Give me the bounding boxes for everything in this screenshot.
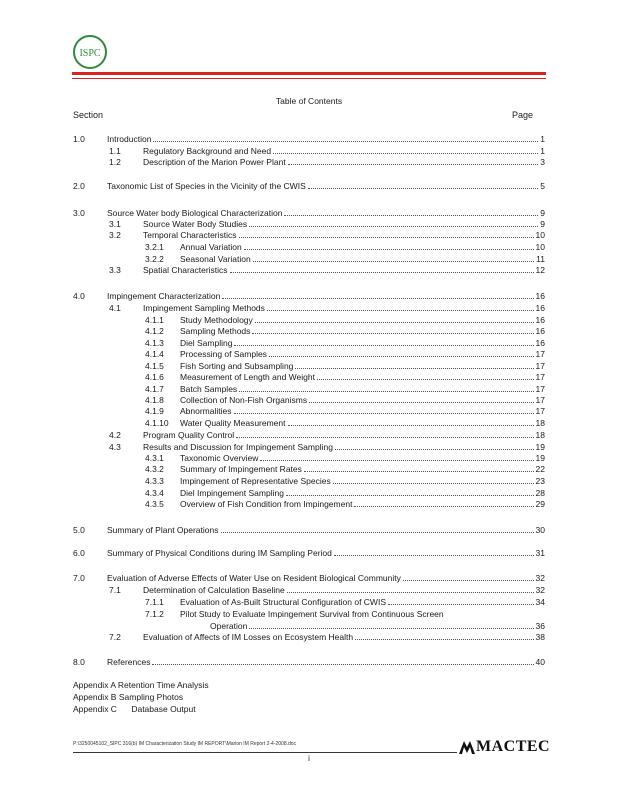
dot-leader <box>334 548 534 556</box>
toc-entry[interactable] <box>145 395 545 406</box>
toc-entry[interactable] <box>145 361 545 372</box>
toc-entry-number: 4.3.5 <box>145 499 164 509</box>
appendix-title: Database Output <box>131 704 196 714</box>
toc-entry-page: 9 <box>540 208 545 218</box>
toc-entry-title: Taxonomic List of Species in the Vicinity of the CWIS <box>107 181 306 191</box>
toc-entry-title: Fish Sorting and Subsampling <box>180 361 294 371</box>
footer-file-path: P:\3250045102_SIPC 316(b) IM Characterization Study IM REPORT\Marion IM Report 2-4-2008.doc <box>73 741 297 747</box>
sipc-logo <box>70 32 110 72</box>
toc-entry-number: 3.2.2 <box>145 254 164 264</box>
toc-entry[interactable] <box>145 338 545 349</box>
toc-entry-page: 19 <box>535 442 545 452</box>
toc-entry-page: 29 <box>535 499 545 509</box>
toc-entry-number: 1.1 <box>109 146 121 156</box>
toc-entry-title: Evaluation of Adverse Effects of Water Use on Resident Biological Community <box>107 573 401 583</box>
toc-entry[interactable] <box>73 573 545 584</box>
toc-entry-page: 17 <box>535 406 545 416</box>
toc-entry-number: 3.1 <box>109 219 121 229</box>
toc-entry-title: Impingement of Representative Species <box>180 476 331 486</box>
toc-entry-number: 4.1.7 <box>145 384 164 394</box>
dot-leader <box>244 242 534 250</box>
dot-leader <box>309 395 533 403</box>
toc-entry-title: Determination of Calculation Baseline <box>143 585 285 595</box>
toc-entry-title: References <box>107 657 151 667</box>
toc-entry[interactable] <box>145 384 545 395</box>
toc-entry-number: 4.3.2 <box>145 464 164 474</box>
dot-leader <box>288 418 534 426</box>
toc-entry[interactable] <box>145 406 545 417</box>
toc-entry-number: 2.0 <box>73 181 85 191</box>
toc-entry[interactable] <box>73 181 545 192</box>
dot-leader <box>335 442 534 450</box>
toc-entry-title: Taxonomic Overview <box>180 453 259 463</box>
toc-entry[interactable] <box>145 315 545 326</box>
toc-entry-title: Evaluation of Affects of IM Losses on Ecosystem Health <box>143 632 354 642</box>
toc-entry-page: 28 <box>535 488 545 498</box>
toc-entry[interactable] <box>73 291 545 302</box>
dot-leader <box>273 146 538 154</box>
dot-leader <box>355 632 533 640</box>
toc-entry-title: Summary of Plant Operations <box>107 525 219 535</box>
toc-entry[interactable] <box>109 585 545 596</box>
dot-leader <box>304 464 534 472</box>
toc-title: Table of Contents <box>275 96 343 106</box>
toc-entry[interactable] <box>145 242 545 253</box>
toc-entry-page: 22 <box>535 464 545 474</box>
appendix-b[interactable] <box>73 692 183 702</box>
toc-entry-page: 30 <box>535 525 545 535</box>
toc-entry-page: 1 <box>540 134 545 144</box>
logo-text: ISPC <box>79 48 101 59</box>
dot-leader <box>295 361 533 369</box>
toc-entry-page: 12 <box>535 265 545 275</box>
toc-entry[interactable] <box>109 219 545 230</box>
dot-leader <box>249 621 533 629</box>
toc-entry-page: 11 <box>536 254 545 264</box>
toc-entry-number: 1.2 <box>109 157 121 167</box>
toc-entry-page: 3 <box>540 157 545 167</box>
toc-entry[interactable] <box>109 146 545 157</box>
dot-leader <box>255 315 534 323</box>
toc-entry-number: 4.1.8 <box>145 395 164 405</box>
toc-entry[interactable] <box>109 632 545 643</box>
toc-entry-page: 19 <box>535 453 545 463</box>
toc-entry-title: Annual Variation <box>180 242 242 252</box>
toc-entry-number: 6.0 <box>73 548 85 558</box>
dot-leader <box>234 338 533 346</box>
toc-entry-number: 3.0 <box>73 208 85 218</box>
toc-entry-page: 17 <box>535 372 545 382</box>
toc-entry-page: 17 <box>535 361 545 371</box>
toc-entry-number: 4.1.10 <box>145 418 169 428</box>
toc-entry-title: Study Methodology <box>180 315 253 325</box>
dot-leader <box>236 430 533 438</box>
toc-entry[interactable] <box>109 230 545 241</box>
dot-leader <box>269 349 534 357</box>
dot-leader <box>267 303 534 311</box>
toc-entry-title: Source Water body Biological Characterization <box>107 208 283 218</box>
toc-entry-title: Sampling Methods <box>180 326 251 336</box>
page-number: i <box>308 754 310 763</box>
toc-entry[interactable] <box>145 609 545 620</box>
toc-entry-title: Impingement Characterization <box>107 291 221 301</box>
toc-entry[interactable] <box>109 157 545 168</box>
dot-leader <box>239 230 534 238</box>
toc-entry-number: 5.0 <box>73 525 85 535</box>
toc-entry[interactable] <box>145 453 545 464</box>
page-column-header: Page <box>512 110 534 120</box>
toc-entry-page: 10 <box>535 230 545 240</box>
toc-entry-number: 4.2 <box>109 430 121 440</box>
footer-rule <box>73 752 457 753</box>
toc-entry-page: 16 <box>535 338 545 348</box>
toc-entry[interactable] <box>109 430 545 441</box>
toc-entry-page: 17 <box>535 395 545 405</box>
dot-leader <box>388 597 534 605</box>
dot-leader <box>317 372 534 380</box>
dot-leader <box>152 657 533 665</box>
dot-leader <box>286 488 534 496</box>
toc-entry[interactable] <box>145 476 545 487</box>
header-rule-thick <box>72 72 546 75</box>
toc-entry-page: 40 <box>535 657 545 667</box>
toc-entry[interactable] <box>145 326 545 337</box>
toc-entry-title: Abnormalities <box>180 406 232 416</box>
appendix-label: Appendix A <box>73 680 116 690</box>
toc-entry[interactable] <box>145 254 545 265</box>
toc-entry-number: 4.1.4 <box>145 349 164 359</box>
dot-leader <box>308 181 539 189</box>
dot-leader <box>249 219 538 227</box>
appendix-title: Sampling Photos <box>118 692 184 702</box>
toc-entry-number: 4.3.1 <box>145 453 164 463</box>
toc-entry-title: Diel Impingement Sampling <box>180 488 284 498</box>
toc-entry-page: 34 <box>535 597 545 607</box>
dot-leader <box>354 499 533 507</box>
dot-leader <box>288 157 539 165</box>
toc-entry[interactable] <box>73 134 545 145</box>
toc-entry-title: Spatial Characteristics <box>143 265 228 275</box>
appendix-label: Appendix B <box>73 692 117 702</box>
toc-entry-number: 3.2 <box>109 230 121 240</box>
toc-entry-title: Temporal Characteristics <box>143 230 237 240</box>
toc-entry[interactable] <box>109 265 545 276</box>
toc-entry[interactable] <box>145 488 545 499</box>
toc-entry-continuation[interactable] <box>210 621 545 632</box>
dot-leader <box>239 384 533 392</box>
toc-entry-page: 17 <box>535 384 545 394</box>
toc-entry-page: 23 <box>535 476 545 486</box>
appendix-a[interactable] <box>73 680 209 690</box>
toc-entry-page: 16 <box>535 303 545 313</box>
toc-entry-number: 8.0 <box>73 657 85 667</box>
toc-entry-number: 4.1.6 <box>145 372 164 382</box>
toc-entry-title-cont: Operation <box>210 621 248 631</box>
toc-entry-title: Impingement Sampling Methods <box>143 303 265 313</box>
toc-entry-number: 4.1.2 <box>145 326 164 336</box>
toc-entry-number: 4.1.5 <box>145 361 164 371</box>
toc-entry-title: Overview of Fish Condition from Impingement <box>180 499 353 509</box>
appendix-title: Retention Time Analysis <box>117 680 209 690</box>
dot-leader <box>252 326 533 334</box>
toc-entry[interactable] <box>145 499 545 510</box>
toc-entry-page: 31 <box>535 548 545 558</box>
dot-leader <box>284 208 538 216</box>
toc-entry-title: Summary of Impingement Rates <box>180 464 302 474</box>
toc-entry-number: 3.3 <box>109 265 121 275</box>
section-column-header: Section <box>73 110 104 120</box>
toc-entry[interactable] <box>73 548 545 559</box>
header-rule-thin <box>72 78 546 79</box>
toc-entry[interactable] <box>109 442 545 453</box>
toc-entry-title: Evaluation of As-Built Structural Configuration of CWIS <box>180 597 386 607</box>
appendix-label: Appendix C <box>73 704 117 714</box>
toc-entry[interactable] <box>145 349 545 360</box>
toc-entry-title: Batch Samples <box>180 384 238 394</box>
dot-leader <box>221 525 534 533</box>
toc-entry-number: 7.1.2 <box>145 609 164 619</box>
toc-entry-title: Source Water Body Studies <box>143 219 248 229</box>
toc-entry-number: 3.2.1 <box>145 242 164 252</box>
toc-entry-page: 36 <box>535 621 545 631</box>
toc-entry-page: 9 <box>540 219 545 229</box>
toc-entry-number: 4.1 <box>109 303 121 313</box>
toc-entry-page: 32 <box>535 585 545 595</box>
toc-entry-page: 5 <box>540 181 545 191</box>
dot-leader <box>253 254 534 262</box>
toc-entry-number: 1.0 <box>73 134 85 144</box>
dot-leader <box>153 134 538 142</box>
toc-entry-page: 18 <box>535 430 545 440</box>
toc-entry[interactable] <box>145 597 545 608</box>
dot-leader <box>260 453 533 461</box>
toc-entry-number: 4.3.3 <box>145 476 164 486</box>
toc-entry-title: Seasonal Variation <box>180 254 251 264</box>
toc-entry-title: Regulatory Background and Need <box>143 146 272 156</box>
toc-entry-number: 7.2 <box>109 632 121 642</box>
toc-entry[interactable] <box>145 418 545 429</box>
dot-leader <box>230 265 534 273</box>
toc-entry-page: 1 <box>540 146 545 156</box>
toc-entry-number: 4.3.4 <box>145 488 164 498</box>
toc-entry-title: Description of the Marion Power Plant <box>143 157 286 167</box>
appendix-c[interactable] <box>73 704 196 714</box>
dot-leader <box>403 573 534 581</box>
toc-entry-title: Pilot Study to Evaluate Impingement Survival from Continuous Screen <box>180 609 444 619</box>
toc-entry[interactable] <box>73 208 545 219</box>
toc-entry-title: Water Quality Measurement <box>180 418 286 428</box>
toc-entry[interactable] <box>145 372 545 383</box>
toc-entry-number: 7.0 <box>73 573 85 583</box>
toc-entry[interactable] <box>145 464 545 475</box>
toc-entry-page: 38 <box>535 632 545 642</box>
toc-entry-page: 32 <box>535 573 545 583</box>
toc-entry-title: Diel Sampling <box>180 338 233 348</box>
toc-entry-number: 7.1 <box>109 585 121 595</box>
toc-entry-title: Summary of Physical Conditions during IM Sampling Period <box>107 548 332 558</box>
dot-leader <box>287 585 534 593</box>
toc-entry-page: 17 <box>535 349 545 359</box>
toc-entry-page: 10 <box>535 242 545 252</box>
toc-entry-title: Program Quality Control <box>143 430 235 440</box>
dot-leader <box>234 406 534 414</box>
toc-entry-number: 4.1.9 <box>145 406 164 416</box>
dot-leader <box>222 291 533 299</box>
toc-entry-title: Introduction <box>107 134 152 144</box>
toc-entry[interactable] <box>73 525 545 536</box>
toc-entry-page: 16 <box>535 326 545 336</box>
toc-entry-title: Collection of Non-Fish Organisms <box>180 395 308 405</box>
toc-entry-number: 7.1.1 <box>145 597 164 607</box>
toc-entry[interactable] <box>73 657 545 668</box>
toc-entry-title: Measurement of Length and Weight <box>180 372 315 382</box>
toc-entry-number: 4.1.1 <box>145 315 164 325</box>
toc-entry-title: Results and Discussion for Impingement Sampling <box>143 442 333 452</box>
toc-entry-page: 16 <box>535 291 545 301</box>
dot-leader <box>333 476 534 484</box>
toc-entry[interactable] <box>109 303 545 314</box>
toc-entry-title: Processing of Samples <box>180 349 267 359</box>
toc-entry-number: 4.3 <box>109 442 121 452</box>
toc-entry-number: 4.1.3 <box>145 338 164 348</box>
mactec-wordmark: MACTEC <box>476 738 551 755</box>
toc-entry-page: 16 <box>535 315 545 325</box>
toc-entry-page: 18 <box>535 418 545 428</box>
toc-entry-number: 4.0 <box>73 291 85 301</box>
